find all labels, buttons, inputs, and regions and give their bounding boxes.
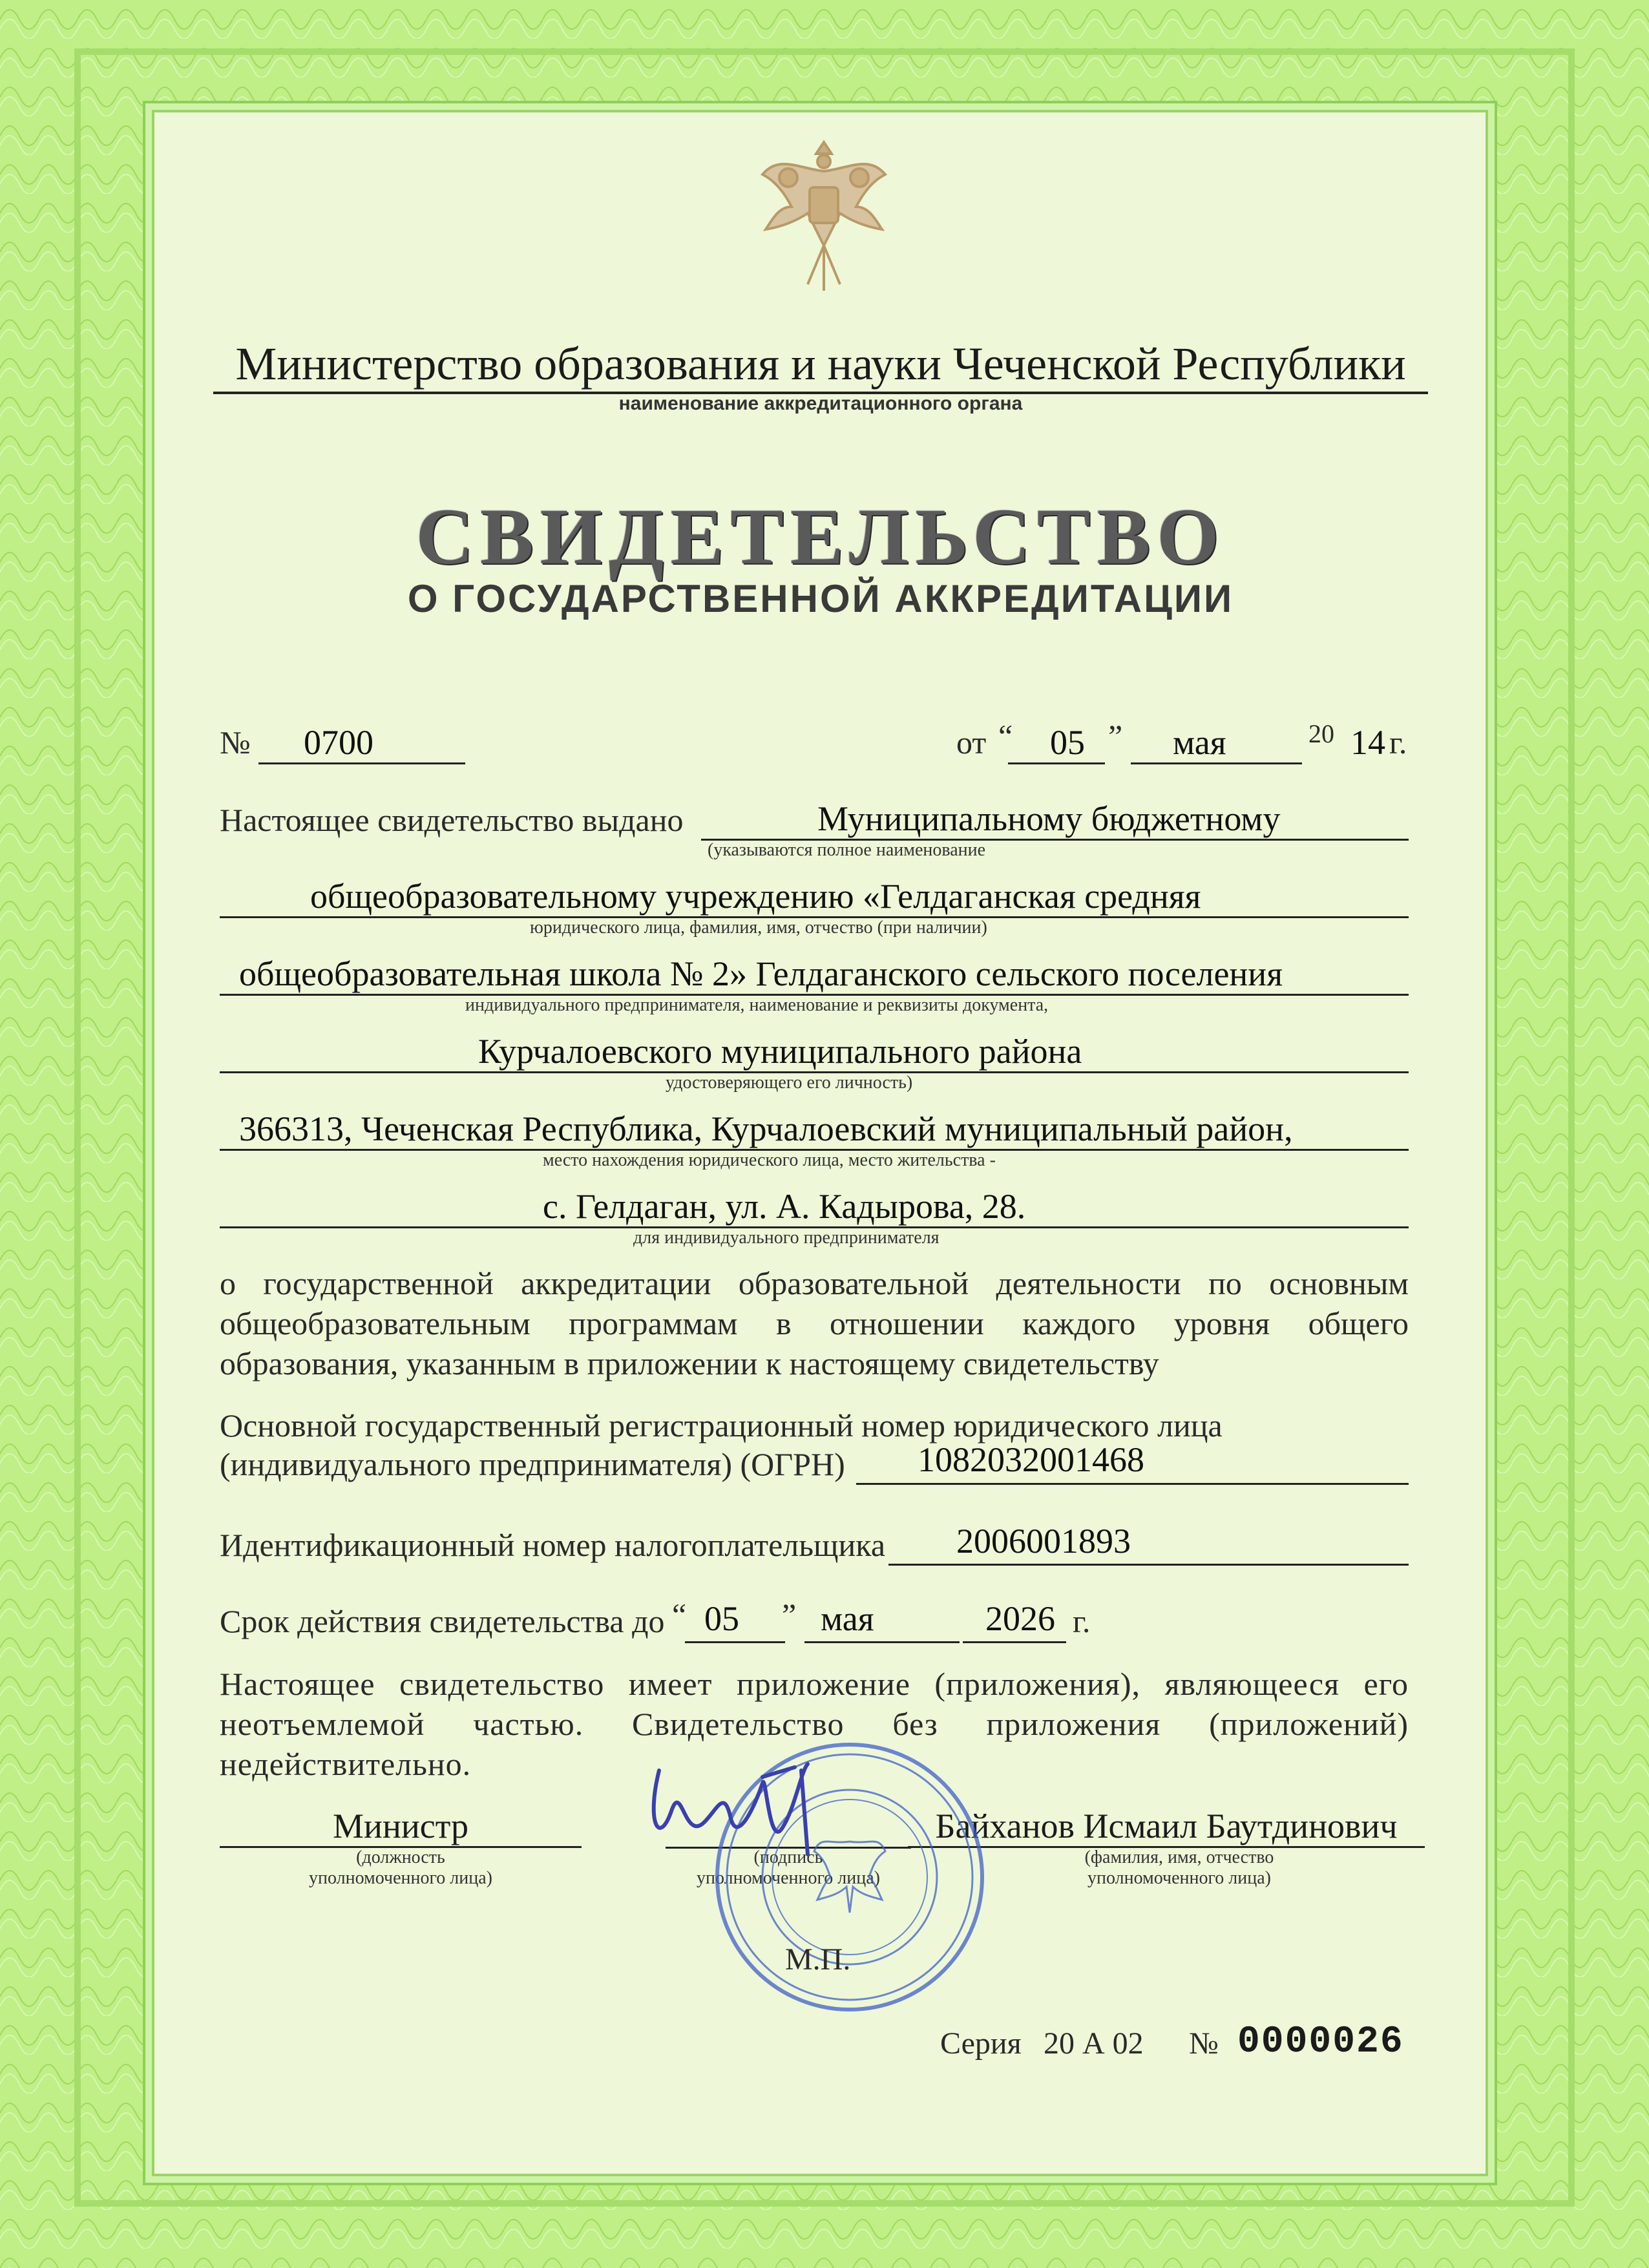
signatory-position: Министр bbox=[220, 1806, 582, 1848]
issued-to-line-4: Курчалоевского муниципального района bbox=[478, 1032, 1082, 1071]
issued-to-line-1: Муниципальному бюджетному bbox=[817, 799, 1281, 838]
issued-to-hint-4: удостоверяющего его личность) bbox=[666, 1073, 913, 1093]
issued-to-hint-5: место нахождения юридического лица, место жительства - bbox=[543, 1150, 996, 1170]
date-label: от bbox=[956, 724, 987, 761]
signatory-name-hint-2: уполномоченного лица) bbox=[1087, 1868, 1271, 1888]
issued-to-line-2: общеобразовательному учреждению «Гелдаганская средняя bbox=[310, 877, 1201, 916]
ogrn-value: 1082032001468 bbox=[918, 1440, 1144, 1479]
issued-to-line-5: 366313, Чеченская Республика, Курчалоевский муниципальный район, bbox=[239, 1109, 1293, 1148]
signatory-position-hint-1: (должность bbox=[356, 1847, 445, 1867]
validity-month: мая bbox=[821, 1599, 874, 1638]
validity-year-unit: г. bbox=[1073, 1603, 1091, 1639]
handwritten-signature bbox=[633, 1745, 918, 1861]
inn-value: 2006001893 bbox=[956, 1522, 1131, 1560]
certificate-number: 0700 bbox=[304, 723, 373, 762]
validity-label: Срок действия свидетельства до bbox=[220, 1603, 665, 1639]
date-close-quote: ” bbox=[1108, 718, 1123, 754]
date-day-underline bbox=[1008, 762, 1105, 764]
issued-to-hint-2: юридического лица, фамилия, имя, отчество (при наличии) bbox=[530, 918, 987, 938]
signature-hint-1: (подпись bbox=[753, 1847, 823, 1867]
signatory-name: Байханов Исмаил Баутдинович bbox=[908, 1806, 1425, 1848]
validity-day: 05 bbox=[704, 1599, 739, 1638]
issued-to-label: Настоящее свидетельство выдано bbox=[220, 802, 684, 838]
validity-close-quote: ” bbox=[782, 1597, 797, 1633]
number-underline bbox=[258, 762, 465, 764]
double-headed-eagle-emblem bbox=[727, 116, 921, 310]
authority-hint: наименование аккредитационного органа bbox=[618, 393, 1023, 414]
serial-number: 0000026 bbox=[1237, 2021, 1404, 2063]
accreditation-text: о государственной аккредитации образовательной деятельности по основным общеобразовательным программам в отношении каждого уровня общего образования, указанным в приложении к настоящему свидетельству bbox=[220, 1265, 1409, 1381]
date-day: 05 bbox=[1050, 723, 1085, 762]
signature-hint-2: уполномоченного лица) bbox=[697, 1868, 880, 1888]
signatory-position-hint-2: уполномоченного лица) bbox=[309, 1868, 492, 1888]
issued-to-hint-6: для индивидуального предпринимателя bbox=[633, 1228, 940, 1248]
issued-to-line-3: общеобразовательная школа № 2» Гелдаганского сельского поселения bbox=[239, 954, 1283, 993]
ogrn-underline bbox=[856, 1483, 1409, 1485]
authority-name: Министерство образования и науки Чеченской Республики bbox=[213, 336, 1428, 394]
number-label: № bbox=[220, 724, 251, 761]
validity-open-quote: “ bbox=[672, 1597, 687, 1633]
issued-to-hint-3: индивидуального предпринимателя, наименование и реквизиты документа, bbox=[465, 995, 1049, 1015]
validity-year: 2026 bbox=[985, 1599, 1055, 1638]
issued-to-line-6: с. Гелдаган, ул. А. Кадырова, 28. bbox=[543, 1187, 1026, 1226]
ogrn-label-line-1: Основной государственный регистрационный номер юридического лица bbox=[220, 1407, 1223, 1444]
appendix-text: Настоящее свидетельство имеет приложение (приложения), являющееся его неотъемлемой частью. Свидетельство без приложения (приложений) недействительно. bbox=[220, 1666, 1409, 1782]
ogrn-label-line-2: (индивидуального предпринимателя) (ОГРН) bbox=[220, 1446, 845, 1482]
date-year-suffix: 14 bbox=[1350, 723, 1385, 762]
serial-number-label: № bbox=[1189, 2026, 1219, 2061]
inn-label: Идентификационный номер налогоплательщика bbox=[220, 1527, 886, 1563]
date-year-unit: г. bbox=[1389, 724, 1407, 761]
issued-to-hint-1: (указываются полное наименование bbox=[708, 840, 986, 860]
serial-value: 20 А 02 bbox=[1044, 2026, 1144, 2061]
validity-month-underline bbox=[804, 1641, 960, 1643]
date-month-underline bbox=[1131, 762, 1302, 764]
signatory-name-hint-1: (фамилия, имя, отчество bbox=[1084, 1847, 1274, 1867]
validity-day-underline bbox=[685, 1641, 785, 1643]
certificate-title: СВИДЕТЕЛЬСТВО bbox=[415, 492, 1226, 581]
date-open-quote: “ bbox=[998, 718, 1013, 754]
inn-underline bbox=[888, 1564, 1409, 1566]
serial-label: Серия bbox=[940, 2026, 1022, 2061]
seal-place-label: М.П. bbox=[785, 1942, 851, 1977]
date-month: мая bbox=[1173, 723, 1226, 762]
validity-year-underline bbox=[963, 1641, 1066, 1643]
date-year-prefix: 20 bbox=[1308, 719, 1334, 748]
certificate-subtitle: О ГОСУДАРСТВЕННОЙ АККРЕДИТАЦИИ bbox=[407, 577, 1234, 620]
